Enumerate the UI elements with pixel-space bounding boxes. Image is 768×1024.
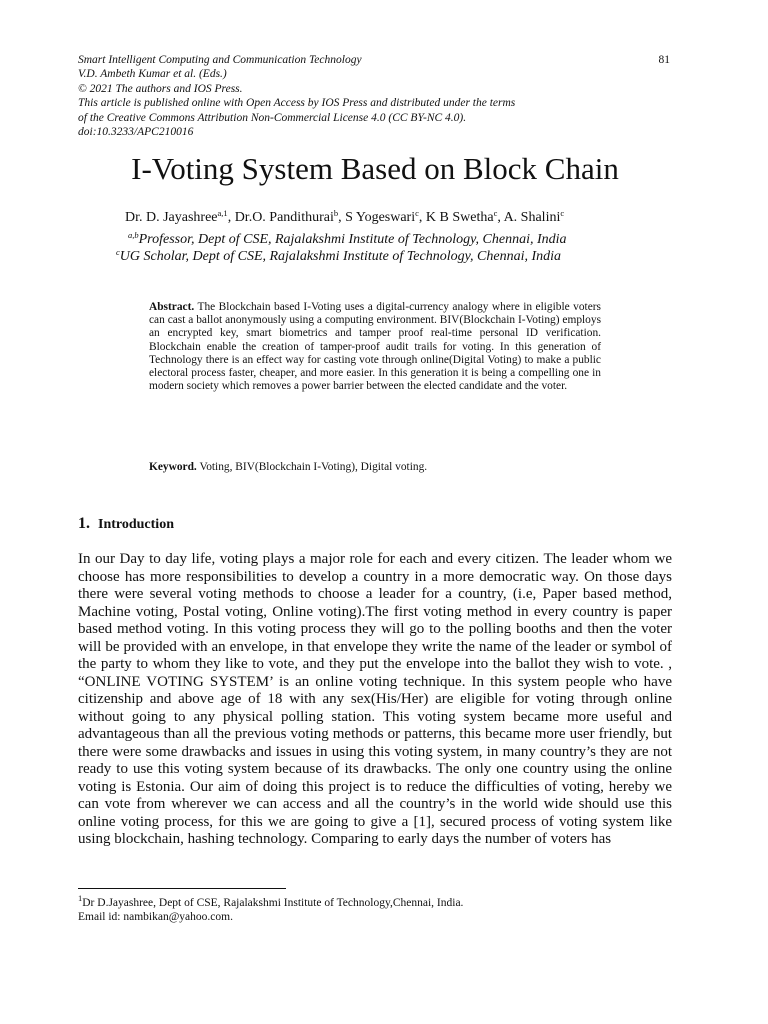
author-superscript: c (493, 208, 498, 218)
footnote-text: Dr D.Jayashree, Dept of CSE, Rajalakshmi Institute of Technology,Chennai, India. (82, 897, 464, 909)
abstract-label: Abstract. (149, 301, 195, 313)
author-name: , K B Swetha (418, 210, 494, 225)
keywords (149, 461, 601, 474)
author-superscript: c (560, 208, 565, 218)
author-name: , Dr.O. Pandithurai (227, 210, 334, 225)
affiliation-scholar (116, 248, 736, 266)
header-line-book: Smart Intelligent Computing and Communication Technology (78, 54, 362, 66)
running-header (78, 53, 678, 139)
footnote-superscript: 1 (78, 893, 83, 903)
footnote (78, 893, 678, 925)
section-number: 1. (78, 515, 90, 532)
section-title: Introduction (98, 517, 174, 532)
body-paragraph: In our Day to day life, voting plays a major role for each and every citizen. The leader whom we choose has more responsibilities to develop a country in a more democratic way. On those days there were several voting methods to choose a leader for a country, (i.e, Paper based method, Machine voting, Postal voting, Online voting).The first voting method in every country is paper based method voting. In this voting process they will go to the polling booths and then the voter will be provided with an envelope, in that envelope they write the name of the leader or symbol of the party to whom they like to vote, and they put the envelope into the ballot they wish to vote. , “ONLINE VOTING SYSTEM’ is an online voting technique. In this system people who have citizenship and above age of 18 with any sex(His/Her) are eligible for voting through online without going to any physical polling station. This voting system became more useful and advantageous than all the previous voting methods or patterns, this became more user friendly, but there were some drawbacks and issues in using this voting system, in many country’s they are not ready to use this voting system because of its drawbacks. The only one country using the online voting is Estonia. Our aim of doing this project is to reduce the difficulties of voting, hereby we can vote from wherever we can access and all the country’s in the world wide should use this online voting process, for this we are going to give a [1], secured process of voting system like using blockchain, hashing technology. Comparing to early days the number of voters has (78, 551, 672, 847)
affiliation-text: Professor, Dept of CSE, Rajalakshmi Institute of Technology, Chennai, India (138, 232, 567, 247)
page-number: 81 (658, 54, 670, 66)
header-line-license-2: of the Creative Commons Attribution Non-Commercial License 4.0 (CC BY-NC 4.0). (78, 111, 467, 124)
author-list (125, 209, 685, 227)
header-line-doi[interactable]: doi:10.3233/APC210016 (78, 126, 194, 139)
section-heading (78, 514, 174, 535)
footnote-rule (78, 888, 286, 889)
abstract (149, 301, 601, 393)
header-line-copyright: © 2021 The authors and IOS Press. (78, 82, 243, 95)
keyword-label: Keyword. (149, 461, 197, 473)
author-name: , S Yogeswari (338, 210, 416, 225)
author-name: Dr. D. Jayashree (125, 210, 218, 225)
affiliation-text: UG Scholar, Dept of CSE, Rajalakshmi Institute of Technology, Chennai, India (119, 249, 562, 264)
author-superscript: b (333, 208, 339, 218)
header-line-editors: V.D. Ambeth Kumar et al. (Eds.) (78, 68, 227, 81)
abstract-text: The Blockchain based I-Voting uses a digital-currency analogy where in eligible voters can cast a ballot anonymously using a computing environment. BIV(Blockchain I-Voting) employs an encrypted key, smart biometrics and tamper proof real-time personal ID verification. Blockchain enable the creation of tamper-proof audit trails for voting. In this generation of Technology there is an effect way for casting vote through online(Digital Voting) to make a public electoral process faster, cheaper, and more easier. In this generation it is being a compelling one in modern society which removes a power barrier between the elected candidate and the voter. (149, 301, 601, 393)
footnote-line-1 (78, 893, 678, 910)
header-line-license-1: This article is published online with Open Access by IOS Press and distributed under the terms (78, 97, 516, 110)
affiliation-superscript: a,b (128, 230, 139, 240)
author-name: , A. Shalini (497, 210, 561, 225)
author-superscript: c (415, 208, 419, 218)
keyword-text: Voting, BIV(Blockchain I-Voting), Digital voting. (199, 461, 428, 473)
affiliation-superscript: c (116, 247, 120, 257)
paper-title: I-Voting System Based on Block Chain (131, 151, 619, 186)
affiliation-professor (128, 231, 748, 249)
author-superscript: a,1 (217, 208, 228, 218)
footnote-email[interactable]: Email id: nambikan@yahoo.com. (78, 911, 233, 924)
